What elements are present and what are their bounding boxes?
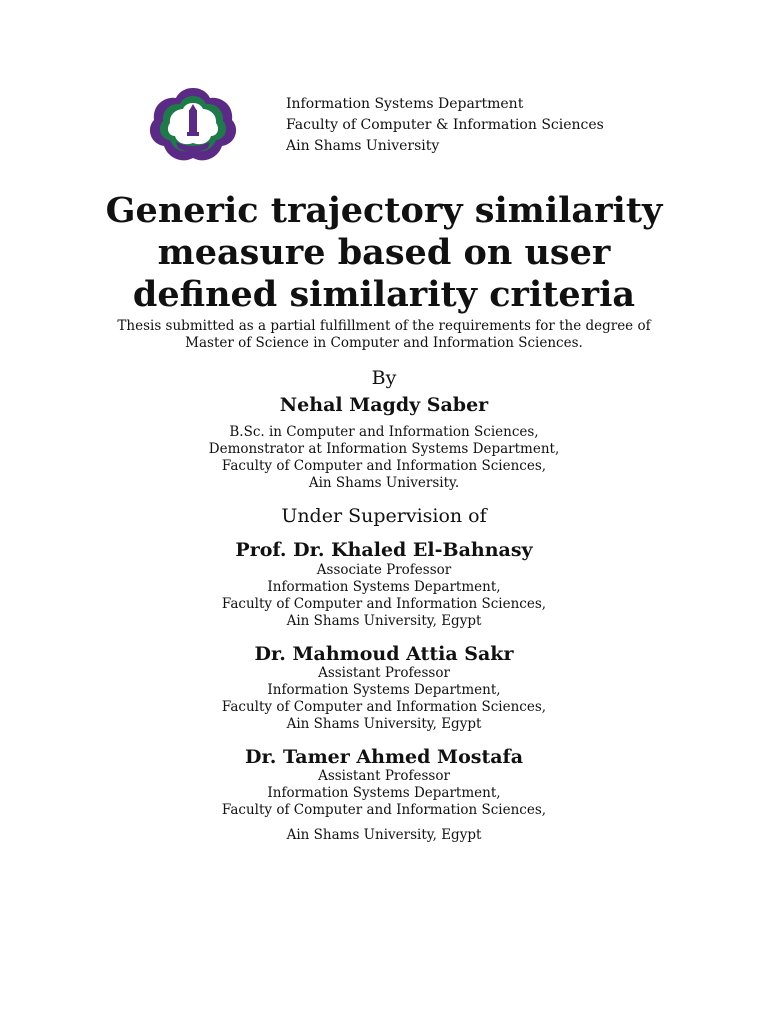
university-logo-icon (148, 86, 238, 164)
supervisor-info-line: Assistant Professor (318, 768, 450, 784)
title-line: Generic trajectory similarity (105, 190, 663, 231)
subtitle-line: Thesis submitted as a partial fulfillment of the requirements for the degree of (117, 318, 651, 334)
supervisor-info-line: Ain Shams University, Egypt (286, 613, 482, 629)
supervisor-info (0, 665, 768, 733)
supervisor-info-line: Assistant Professor (318, 665, 450, 681)
author-name: Nehal Magdy Saber (279, 394, 489, 416)
institution-header (286, 94, 604, 157)
header-faculty: Faculty of Computer & Information Sciences (286, 117, 604, 133)
supervisor-name: Dr. Mahmoud Attia Sakr (254, 643, 514, 665)
supervision-label: Under Supervision of (281, 505, 487, 527)
author-info-line: Demonstrator at Information Systems Department, (208, 441, 560, 457)
supervisor-info-line: Information Systems Department, (267, 682, 501, 698)
supervisor-info-line: Information Systems Department, (267, 785, 501, 801)
author-info-line: Faculty of Computer and Information Sciences, (221, 458, 547, 474)
header-department: Information Systems Department (286, 96, 524, 112)
supervisor-info-line: Faculty of Computer and Information Sciences, (221, 802, 547, 818)
title-line: defined similarity criteria (132, 274, 636, 315)
header-university: Ain Shams University (286, 138, 440, 154)
supervisor-info-line: Faculty of Computer and Information Sciences, (221, 699, 547, 715)
thesis-title (0, 190, 768, 316)
supervisor-info (0, 768, 768, 819)
supervisor-info-line: Ain Shams University, Egypt (286, 827, 482, 843)
thesis-subtitle (0, 318, 768, 352)
supervisor-info-line: Associate Professor (316, 562, 452, 578)
supervisor-info-line: Ain Shams University, Egypt (286, 716, 482, 732)
supervisor-info-line: Information Systems Department, (267, 579, 501, 595)
title-line: measure based on user (157, 232, 611, 273)
author-info-line: Ain Shams University. (308, 475, 460, 491)
supervisor-name: Dr. Tamer Ahmed Mostafa (244, 746, 524, 768)
author-info-line: B.Sc. in Computer and Information Sciences, (229, 424, 539, 440)
supervisor-info-line: Faculty of Computer and Information Sciences, (221, 596, 547, 612)
supervisor-info (0, 562, 768, 630)
supervisor-name: Prof. Dr. Khaled El-Bahnasy (235, 539, 533, 561)
author-info (0, 424, 768, 492)
subtitle-line: Master of Science in Computer and Information Sciences. (185, 335, 583, 351)
by-label: By (371, 367, 397, 389)
